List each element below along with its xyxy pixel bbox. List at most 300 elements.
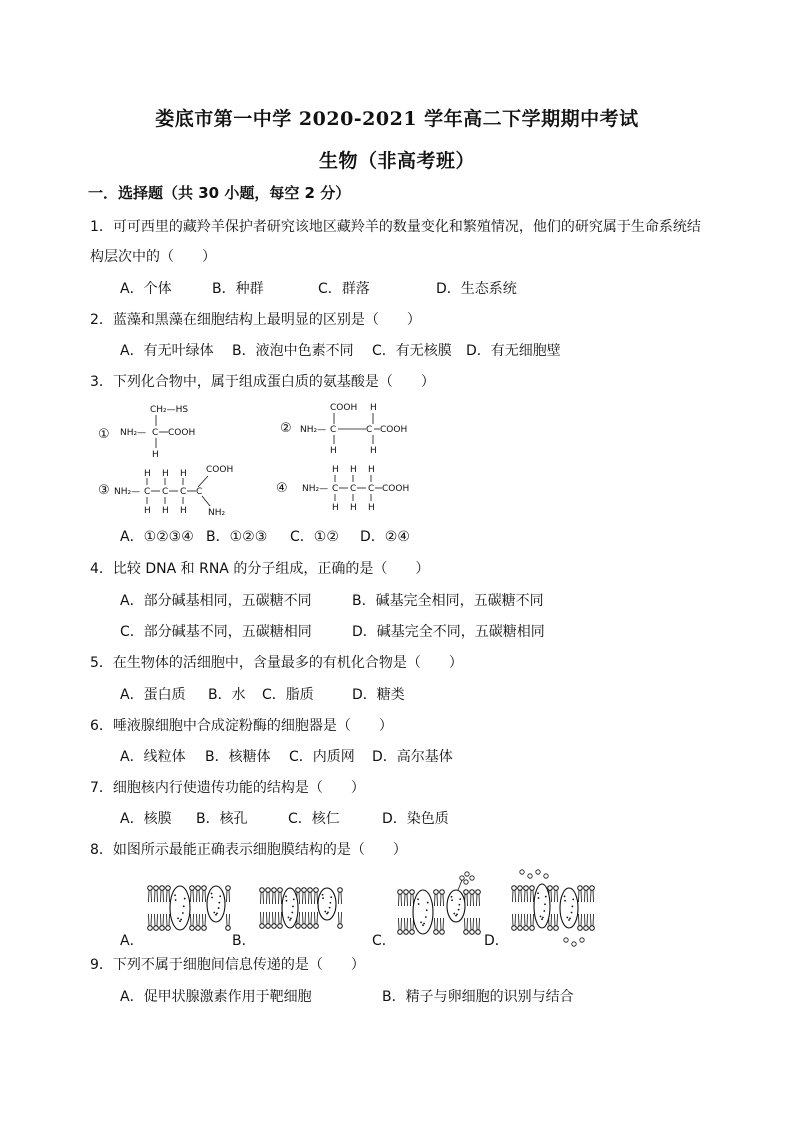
membrane-diagram-b[interactable] [260, 888, 343, 929]
phospholipid-head [398, 930, 403, 935]
phospholipid-head [154, 926, 159, 931]
protein-dot [451, 896, 453, 898]
phospholipid-tail [157, 890, 158, 902]
phospholipid-head [440, 930, 445, 935]
protein-dot [564, 900, 566, 902]
q3-3-bond-cooh [198, 476, 208, 487]
phospholipid-tail [227, 890, 228, 902]
q3-3-h-bottom-2: H [162, 506, 169, 516]
phospholipid-tail [521, 890, 522, 902]
phospholipid-head [308, 888, 313, 893]
phospholipid-head [266, 888, 271, 893]
protein-dot [177, 917, 179, 919]
protein-dot [179, 920, 181, 922]
phospholipid-head [226, 926, 231, 931]
phospholipid-tail [551, 890, 552, 902]
phospholipid-head [554, 926, 559, 931]
phospholipid-tail [591, 890, 592, 902]
membrane-diagram-d[interactable] [512, 870, 595, 946]
q3-2-h-top: H [370, 403, 377, 413]
phospholipid-tail [515, 890, 516, 902]
phospholipid-tail [587, 914, 588, 926]
phospholipid-head [548, 926, 553, 931]
phospholipid-tail [479, 918, 480, 930]
phospholipid-tail [581, 914, 582, 926]
phospholipid-tail [341, 892, 342, 904]
phospholipid-tail [275, 912, 276, 924]
phospholipid-tail [519, 914, 520, 926]
phospholipid-head [464, 890, 469, 895]
phospholipid-tail [163, 914, 164, 926]
protein-dot [542, 917, 544, 919]
phospholipid-tail [513, 890, 514, 902]
membrane-protein [282, 888, 298, 928]
q1-text-line1: 1．可可西里的藏羚羊保护者研究该地区藏羚羊的数量变化和繁殖情况，他们的研究属于生命系统结 [90, 219, 701, 235]
q3-4-h-bottom-3: H [368, 503, 375, 513]
q3-3-c4: C [196, 487, 203, 497]
q1-option-d[interactable]: D．生态系统 [436, 281, 517, 297]
glycan-sugar [528, 874, 532, 878]
phospholipid-tail [311, 892, 312, 904]
phospholipid-head [278, 924, 283, 929]
protein-dot [569, 918, 571, 920]
phospholipid-tail [169, 914, 170, 926]
phospholipid-head [470, 930, 475, 935]
q8-option-a[interactable]: A． [120, 933, 144, 949]
phospholipid-tail [305, 912, 306, 924]
phospholipid-tail [203, 914, 204, 926]
phospholipid-tail [205, 914, 206, 926]
phospholipid-tail [401, 918, 402, 930]
phospholipid-head [202, 886, 207, 891]
protein-dot [285, 895, 287, 897]
phospholipid-tail [581, 890, 582, 902]
q4-option-b[interactable]: B．碱基完全相同，五碳糖不同 [352, 593, 544, 609]
phospholipid-tail [261, 892, 262, 904]
phospholipid-tail [193, 890, 194, 902]
protein-dot [211, 897, 213, 899]
phospholipid-head [166, 926, 171, 931]
membrane-protein [413, 890, 433, 934]
phospholipid-head [590, 886, 595, 891]
glycan-sugar [580, 938, 584, 942]
protein-dot [213, 912, 215, 914]
phospholipid-head [578, 886, 583, 891]
q3-2-nh2: NH₂— [300, 425, 327, 435]
phospholipid-head [476, 930, 481, 935]
phospholipid-tail [443, 918, 444, 930]
phospholipid-tail [279, 912, 280, 924]
phospholipid-head [160, 926, 165, 931]
q9-text: 9．下列不属于细胞间信息传递的是（ ） [90, 957, 365, 973]
phospholipid-head [530, 886, 535, 891]
phospholipid-tail [273, 912, 274, 924]
q8-membrane-diagrams [0, 860, 794, 950]
q1-option-a[interactable]: A．个体 [120, 281, 172, 297]
glycan-sugar [536, 870, 540, 874]
q7-option-c[interactable]: C．核仁 [288, 811, 340, 827]
phospholipid-tail [579, 914, 580, 926]
phospholipid-tail [525, 890, 526, 902]
phospholipid-head [196, 926, 201, 931]
phospholipid-head [314, 888, 319, 893]
phospholipid-tail [309, 892, 310, 904]
q1-option-b[interactable]: B．种群 [212, 281, 264, 297]
q2-option-a[interactable]: A．有无叶绿体 [120, 343, 214, 359]
phospholipid-tail [477, 918, 478, 930]
q2-option-d[interactable]: D．有无细胞壁 [466, 343, 561, 359]
q6-option-b[interactable]: B．核糖体 [205, 749, 271, 765]
q4-text: 4．比较 DNA 和 RNA 的分子组成，正确的是（ ） [90, 561, 430, 577]
q1-text-line2: 构层次中的（ ） [90, 249, 216, 265]
protein-dot [568, 919, 570, 921]
membrane-protein [207, 886, 225, 922]
phospholipid-head [476, 890, 481, 895]
phospholipid-tail [401, 894, 402, 906]
phospholipid-head [524, 886, 529, 891]
q3-4-cooh: COOH [382, 484, 410, 494]
membrane-protein [447, 890, 465, 922]
phospholipid-tail [441, 918, 442, 930]
q3-4-h-top-2: H [350, 465, 357, 475]
protein-dot [175, 899, 177, 901]
phospholipid-tail [407, 918, 408, 930]
q3-1-h: H [152, 450, 159, 460]
q5-option-c[interactable]: C．脂质 [262, 687, 314, 703]
phospholipid-tail [477, 894, 478, 906]
phospholipid-tail [191, 890, 192, 902]
phospholipid-tail [149, 890, 150, 902]
phospholipid-tail [273, 892, 274, 904]
q3-4-c3: C [368, 484, 375, 494]
phospholipid-tail [399, 918, 400, 930]
q5-text: 5．在生物体的活细胞中，含量最多的有机化合物是（ ） [90, 655, 463, 671]
membrane-diagram-c[interactable] [398, 872, 481, 935]
phospholipid-head [578, 926, 583, 931]
phospholipid-head [512, 886, 517, 891]
phospholipid-head [548, 886, 553, 891]
q3-2-h-bottom-2: H [370, 446, 377, 456]
q3-2-c2-cooh: C [366, 425, 373, 435]
membrane-protein [534, 884, 550, 928]
q3-4-nh2: NH₂— [302, 484, 329, 494]
phospholipid-tail [205, 890, 206, 902]
phospholipid-tail [437, 894, 438, 906]
q9-option-a[interactable]: A．促甲状腺激素作用于靶细胞 [120, 989, 312, 1005]
phospholipid-tail [161, 914, 162, 926]
phospholipid-head [530, 926, 535, 931]
protein-dot [291, 912, 293, 914]
q3-1-nh2: NH₂— [120, 428, 147, 438]
phospholipid-head [434, 930, 439, 935]
glycan-chain [458, 880, 462, 890]
q3-3-h-bottom-3: H [180, 506, 187, 516]
q3-3-cooh: COOH [206, 465, 234, 475]
protein-dot [211, 893, 213, 895]
protein-dot [183, 905, 185, 907]
phospholipid-tail [315, 892, 316, 904]
q2-text: 2．蓝藻和黑藻在细胞结构上最明显的区别是（ ） [90, 312, 421, 328]
phospholipid-head [470, 890, 475, 895]
phospholipid-tail [157, 914, 158, 926]
phospholipid-tail [585, 914, 586, 926]
phospholipid-tail [527, 890, 528, 902]
section-heading: 一．选择题（共 30 小题，每空 2 分） [88, 184, 351, 202]
phospholipid-head [524, 926, 529, 931]
phospholipid-tail [279, 892, 280, 904]
phospholipid-head [272, 888, 277, 893]
phospholipid-head [338, 924, 343, 929]
phospholipid-head [296, 924, 301, 929]
q3-3-h-top-3: H [180, 469, 187, 479]
phospholipid-head [410, 930, 415, 935]
phospholipid-tail [191, 914, 192, 926]
membrane-protein [318, 888, 336, 920]
q5-option-d[interactable]: D．糖类 [352, 687, 405, 703]
q6-text: 6．唾液腺细胞中合成淀粉酶的细胞器是（ ） [90, 718, 393, 734]
protein-dot [423, 923, 425, 925]
phospholipid-tail [435, 894, 436, 906]
phospholipid-tail [527, 914, 528, 926]
protein-dot [564, 895, 566, 897]
phospholipid-tail [579, 890, 580, 902]
q3-4-c2: C [350, 484, 357, 494]
protein-dot [216, 912, 218, 914]
q1-option-c[interactable]: C．群落 [318, 281, 370, 297]
q3-4-h-bottom-1: H [332, 503, 339, 513]
phospholipid-tail [281, 912, 282, 924]
phospholipid-head [308, 924, 313, 929]
q3-3-nh2: NH₂— [114, 487, 141, 497]
phospholipid-head [202, 926, 207, 931]
protein-dot [417, 898, 419, 900]
protein-dot [324, 911, 326, 913]
q4-option-a[interactable]: A．部分碱基相同，五碳糖不同 [120, 593, 312, 609]
q8-option-d[interactable]: D． [484, 933, 509, 949]
protein-dot [418, 903, 420, 905]
protein-dot [571, 906, 573, 908]
protein-dot [330, 896, 332, 898]
q5-option-b[interactable]: B．水 [208, 687, 246, 703]
protein-dot [458, 909, 460, 911]
phospholipid-tail [531, 890, 532, 902]
phospholipid-tail [303, 892, 304, 904]
q6-option-a[interactable]: A．线粒体 [120, 749, 186, 765]
protein-dot [540, 915, 542, 917]
protein-dot [538, 897, 540, 899]
q3-4-h-bottom-2: H [350, 503, 357, 513]
phospholipid-head [196, 886, 201, 891]
phospholipid-tail [555, 890, 556, 902]
protein-dot [571, 912, 573, 914]
protein-dot [327, 911, 329, 913]
phospholipid-tail [197, 914, 198, 926]
phospholipid-tail [299, 912, 300, 924]
phospholipid-tail [437, 918, 438, 930]
q6-option-d[interactable]: D．高尔基体 [372, 749, 453, 765]
phospholipid-tail [317, 912, 318, 924]
protein-dot [545, 896, 547, 898]
protein-dot [426, 909, 428, 911]
protein-dot [293, 899, 295, 901]
q3-option-c[interactable]: C．①② [290, 529, 339, 545]
phospholipid-head [272, 924, 277, 929]
protein-dot [288, 917, 290, 919]
q3-label-3: ③ [98, 483, 110, 498]
phospholipid-tail [161, 890, 162, 902]
phospholipid-head [518, 926, 523, 931]
protein-dot [329, 907, 331, 909]
q8-text: 8．如图所示最能正确表示细胞膜结构的是（ ） [90, 842, 407, 858]
protein-dot [451, 899, 453, 901]
phospholipid-tail [473, 918, 474, 930]
phospholipid-head [154, 886, 159, 891]
protein-dot [456, 913, 458, 915]
q3-option-d[interactable]: D．②④ [360, 529, 410, 545]
phospholipid-tail [203, 890, 204, 902]
phospholipid-head [226, 886, 231, 891]
phospholipid-tail [315, 912, 316, 924]
phospholipid-head [404, 930, 409, 935]
glycan-sugar [460, 876, 464, 880]
phospholipid-tail [167, 890, 168, 902]
q4-option-d[interactable]: D．碱基完全不同，五碳糖相同 [352, 624, 545, 640]
phospholipid-tail [341, 912, 342, 924]
phospholipid-tail [267, 912, 268, 924]
phospholipid-tail [229, 890, 230, 902]
q7-option-b[interactable]: B．核孔 [196, 811, 248, 827]
phospholipid-tail [473, 894, 474, 906]
phospholipid-tail [317, 892, 318, 904]
phospholipid-head [404, 890, 409, 895]
q7-option-d[interactable]: D．染色质 [382, 811, 449, 827]
membrane-protein [170, 886, 190, 930]
q3-option-a[interactable]: A．①②③④ [120, 529, 194, 545]
q3-3-nh2-branch: NH₂ [208, 508, 226, 518]
phospholipid-head [440, 890, 445, 895]
protein-dot [537, 892, 539, 894]
phospholipid-tail [299, 892, 300, 904]
q2-option-b[interactable]: B．液泡中色素不同 [232, 343, 354, 359]
phospholipid-tail [311, 912, 312, 924]
phospholipid-tail [193, 914, 194, 926]
q3-4-h-top-3: H [368, 465, 375, 475]
q9-option-b[interactable]: B．精子与卵细胞的识别与结合 [382, 989, 574, 1005]
phospholipid-tail [555, 914, 556, 926]
q3-option-b[interactable]: B．①②③ [206, 529, 268, 545]
phospholipid-head [296, 888, 301, 893]
membrane-diagram-a[interactable] [148, 886, 231, 931]
membrane-protein [560, 888, 578, 928]
q3-2-cooh-top: COOH [330, 403, 358, 413]
protein-dot [572, 899, 574, 901]
protein-dot [459, 898, 461, 900]
phospholipid-head [338, 888, 343, 893]
phospholipid-head [166, 886, 171, 891]
phospholipid-tail [525, 914, 526, 926]
q8-option-b[interactable]: B． [232, 933, 256, 949]
phospholipid-tail [407, 894, 408, 906]
phospholipid-tail [227, 914, 228, 926]
phospholipid-tail [281, 892, 282, 904]
phospholipid-tail [591, 914, 592, 926]
q4-option-c[interactable]: C．部分碱基不同，五碳糖相同 [120, 624, 312, 640]
protein-dot [174, 894, 176, 896]
protein-dot [182, 912, 184, 914]
phospholipid-head [302, 924, 307, 929]
q7-option-a[interactable]: A．核膜 [120, 811, 172, 827]
phospholipid-tail [515, 914, 516, 926]
protein-dot [289, 919, 291, 921]
phospholipid-tail [197, 890, 198, 902]
protein-dot [290, 918, 292, 920]
protein-dot [425, 916, 427, 918]
q3-2-cooh-right: COOH [380, 425, 408, 435]
phospholipid-tail [471, 894, 472, 906]
phospholipid-tail [557, 890, 558, 902]
phospholipid-tail [531, 914, 532, 926]
phospholipid-tail [151, 890, 152, 902]
phospholipid-tail [269, 892, 270, 904]
q3-3-bond-nh2 [202, 496, 210, 506]
phospholipid-tail [269, 912, 270, 924]
protein-dot [422, 924, 424, 926]
q3-label-4: ④ [276, 481, 288, 496]
phospholipid-tail [435, 918, 436, 930]
phospholipid-head [266, 924, 271, 929]
phospholipid-head [590, 926, 595, 931]
q3-text: 3．下列化合物中，属于组成蛋白质的氨基酸是（ ） [90, 374, 435, 390]
phospholipid-tail [155, 914, 156, 926]
glycan-sugar [564, 938, 568, 942]
exam-subtitle: 生物（非高考班） [318, 150, 475, 172]
q6-option-c[interactable]: C．内质网 [289, 749, 355, 765]
phospholipid-tail [467, 894, 468, 906]
phospholipid-tail [557, 914, 558, 926]
q3-1-cooh: COOH [168, 428, 196, 438]
phospholipid-tail [587, 890, 588, 902]
protein-dot [218, 907, 220, 909]
q8-option-c[interactable]: C． [372, 933, 396, 949]
q5-option-a[interactable]: A．蛋白质 [120, 687, 186, 703]
q3-4-c1: C [332, 484, 339, 494]
phospholipid-tail [309, 912, 310, 924]
protein-dot [329, 902, 331, 904]
phospholipid-tail [169, 890, 170, 902]
q2-option-c[interactable]: C．有无核膜 [372, 343, 452, 359]
phospholipid-tail [405, 894, 406, 906]
phospholipid-tail [593, 914, 594, 926]
phospholipid-head [148, 926, 153, 931]
phospholipid-head [434, 890, 439, 895]
q3-label-2: ② [280, 421, 292, 436]
phospholipid-head [148, 886, 153, 891]
phospholipid-tail [155, 890, 156, 902]
phospholipid-tail [339, 892, 340, 904]
phospholipid-tail [263, 912, 264, 924]
phospholipid-head [554, 886, 559, 891]
q3-structure-diagrams [0, 398, 794, 518]
phospholipid-head [302, 888, 307, 893]
phospholipid-head [190, 886, 195, 891]
protein-dot [541, 918, 543, 920]
phospholipid-tail [303, 912, 304, 924]
phospholipid-tail [275, 892, 276, 904]
phospholipid-tail [199, 890, 200, 902]
protein-dot [566, 917, 568, 919]
protein-dot [458, 904, 460, 906]
phospholipid-tail [441, 894, 442, 906]
